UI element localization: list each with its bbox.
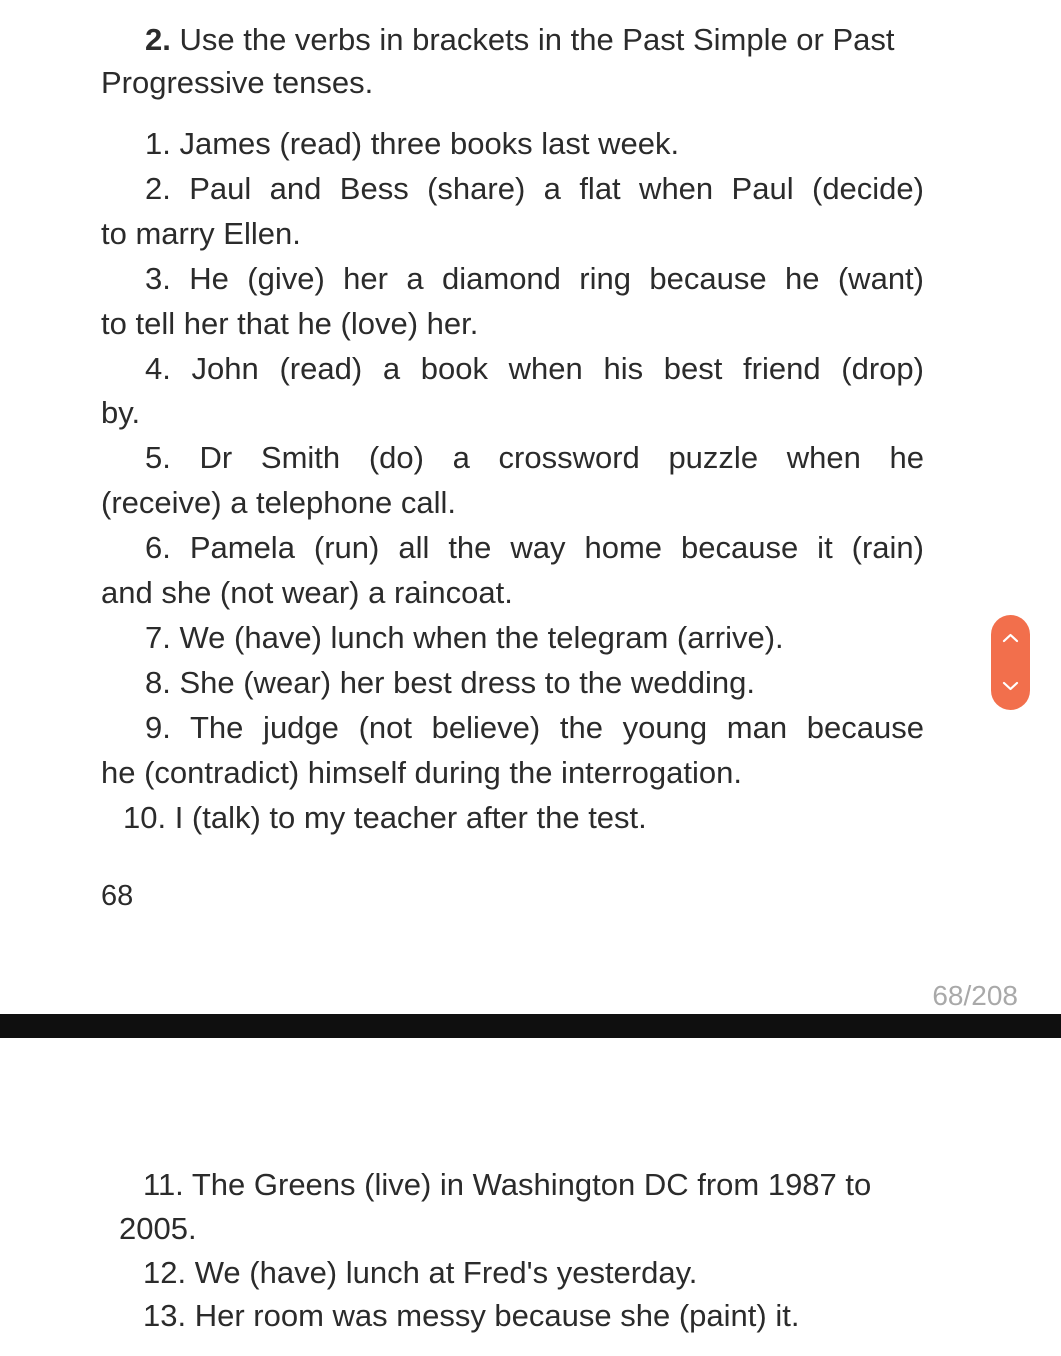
exercise-line: 13. Her room was messy because she (paint) it. <box>143 1298 800 1333</box>
page-number: 68 <box>101 880 134 912</box>
exercise-line: and she (not wear) a raincoat. <box>101 575 513 610</box>
exercise-line: 4. John (read) a book when his best friend (drop) <box>145 351 924 386</box>
page-69 <box>0 1038 1061 1356</box>
next-page-button[interactable] <box>991 663 1030 710</box>
exercise-line: 11. The Greens (live) in Washington DC from 1987 to <box>143 1167 872 1202</box>
exercise-line: to tell her that he (love) her. <box>101 306 479 341</box>
exercise-line: by. <box>101 395 141 430</box>
exercise-line: he (contradict) himself during the interrogation. <box>101 755 742 790</box>
exercise-line: 8. She (wear) her best dress to the wedding. <box>145 665 755 700</box>
exercise-heading-line-2: Progressive tenses. <box>101 65 374 100</box>
exercise-line: 2. Paul and Bess (share) a flat when Paul (decide) <box>145 171 924 206</box>
chevron-up-icon <box>1002 632 1019 644</box>
chevron-down-icon <box>1002 680 1019 692</box>
exercise-heading-number: 2. <box>145 22 171 57</box>
exercise-line: 6. Pamela (run) all the way home because it (rain) <box>145 530 924 565</box>
exercise-line: 5. Dr Smith (do) a crossword puzzle when he <box>145 440 924 475</box>
exercise-line: 3. He (give) her a diamond ring because he (want) <box>145 261 924 296</box>
page-navigation-control <box>991 615 1030 710</box>
previous-page-button[interactable] <box>991 615 1030 662</box>
exercise-line: to marry Ellen. <box>101 216 301 251</box>
exercise-line: 12. We (have) lunch at Fred's yesterday. <box>143 1255 698 1290</box>
exercise-line: 10. I (talk) to my teacher after the test. <box>123 800 647 835</box>
exercise-heading-line-1 <box>145 20 895 60</box>
exercise-line: 9. The judge (not believe) the young man because <box>145 710 924 745</box>
exercise-line: (receive) a telephone call. <box>101 485 456 520</box>
exercise-heading-text: Use the verbs in brackets in the Past Simple or Past <box>170 22 895 57</box>
page-divider <box>0 1014 1061 1038</box>
exercise-line: 7. We (have) lunch when the telegram (arrive). <box>145 620 784 655</box>
page-counter: 68/208 <box>932 980 1018 1011</box>
exercise-line: 1. James (read) three books last week. <box>145 126 680 161</box>
exercise-line: 2005. <box>119 1211 197 1246</box>
